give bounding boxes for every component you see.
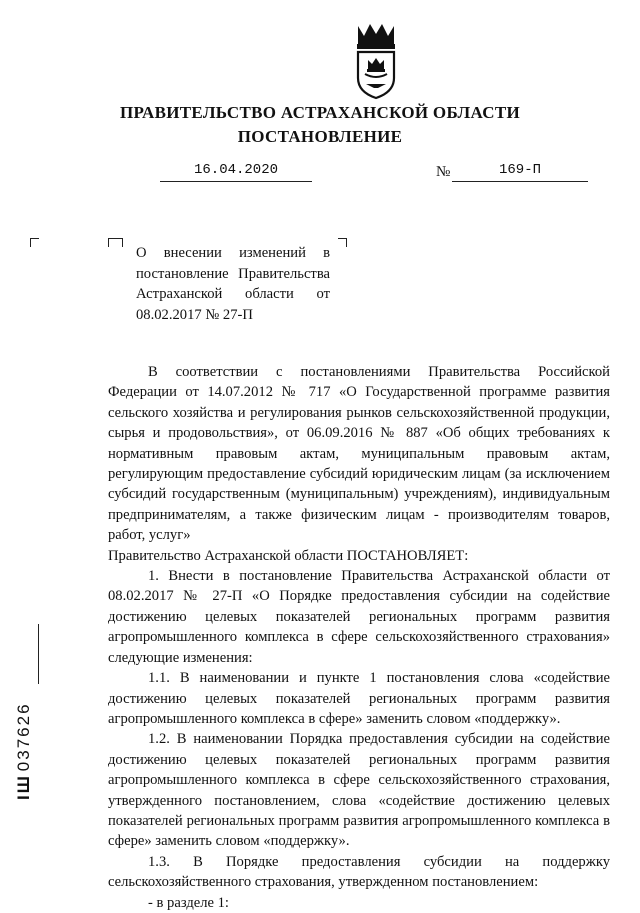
coat-of-arms-icon bbox=[348, 22, 404, 100]
date-underline bbox=[160, 181, 312, 182]
document-date: 16.04.2020 bbox=[193, 162, 278, 178]
corner-mark bbox=[338, 238, 347, 247]
clause-paragraph: - в разделе 1: bbox=[148, 894, 229, 911]
clause-paragraph: 1.2. В наименовании Порядка предоставления субсидии на содействие достижению целевых показателей региональных программ развития агропромышленного комплекса в сфере сельскохозяйственного страхования, утвержденного постановлением, слова «содействие достижению целевых показателей региональных программ развития агропромышленного комплекса в сфере» заменить словом «поддержку». bbox=[108, 731, 610, 850]
clause-paragraph: 1.3. В Порядке предоставления субсидии на поддержку сельскохозяйственного страхования, утвержденном постановлением: bbox=[108, 853, 610, 891]
stamp-series: ІШ bbox=[14, 774, 33, 800]
document-number: 169-П bbox=[498, 162, 541, 178]
margin-rule bbox=[38, 624, 39, 684]
document-type: ПОСТАНОВЛЕНИЕ bbox=[237, 127, 403, 146]
clause-paragraph: 1. Внести в постановление Правительства Астраханской области от 08.02.2017 № 27-П «О Порядке предоставления субсидии на содействие достижению целевых показателей региональных программ развития агропромышленного комплекса в сфере сельскохозяйственного страхования» следующие изменения: bbox=[108, 568, 610, 666]
corner-mark bbox=[30, 238, 39, 247]
clause-paragraph: 1.1. В наименовании и пункте 1 постановления слова «содействие достижению целевых показателей региональных программ развития агропромышленного комплекса в сфере» заменить словом «поддержку». bbox=[108, 670, 610, 727]
corner-mark bbox=[114, 238, 123, 247]
number-label: № bbox=[436, 164, 451, 180]
stamp-number: 037626 bbox=[14, 702, 33, 772]
resolution-paragraph: Правительство Астраханской области ПОСТАНОВЛЯЕТ: bbox=[108, 547, 469, 564]
serial-stamp bbox=[14, 702, 34, 800]
preamble-paragraph: В соответствии с постановлениями Правительства Российской Федерации от 14.07.2012 № 717 «О Государственной программе развития сельского хозяйства и регулирования рынков сельскохозяйственной продукции, сырья и продовольствия», от 06.09.2016 № 887 «Об общих требованиях к нормативным правовым актам, муниципальным правовым актам, регулирующим предоставление субсидий юридическим лицам (за исключением субсидий государственным (муниципальным) учреждениям), индивидуальным предпринимателям, а также физическим лицам - производителям товаров, работ, услуг» bbox=[108, 364, 610, 544]
document-subject: О внесении изменений в постановление Правительства Астраханской области от 08.02.2017 № 27-П bbox=[136, 245, 330, 323]
government-title: ПРАВИТЕЛЬСТВО АСТРАХАНСКОЙ ОБЛАСТИ bbox=[120, 103, 520, 122]
document-body bbox=[108, 362, 610, 913]
number-underline bbox=[452, 181, 588, 182]
